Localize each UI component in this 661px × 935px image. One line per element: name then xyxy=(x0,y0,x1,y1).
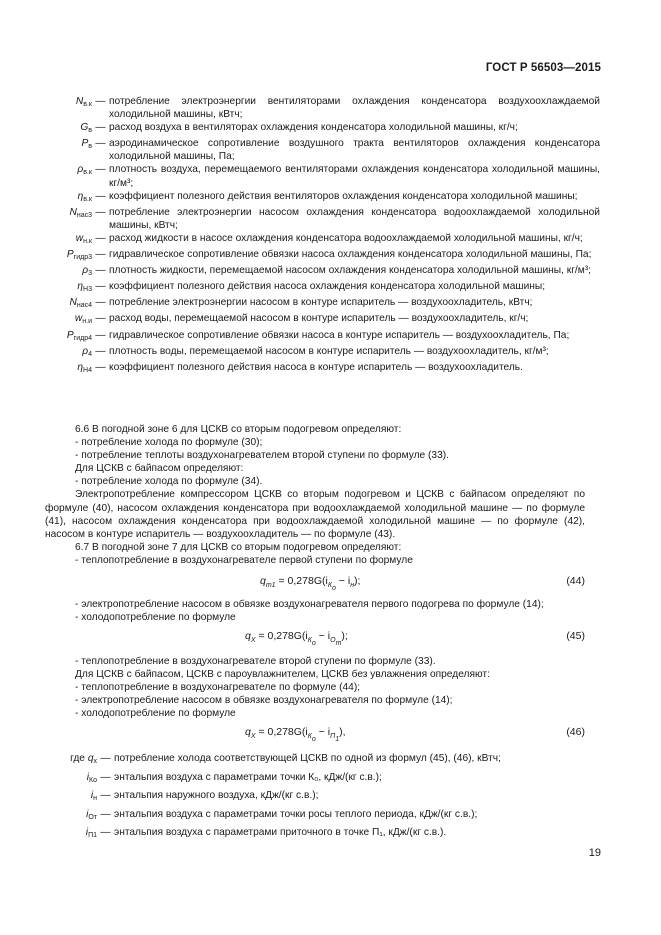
list-item: - потребление теплоты воздухонагревателем второй ступени по формуле (33). xyxy=(75,450,449,462)
where-item xyxy=(45,825,585,844)
definition-symbol: $N_{нас3}$ xyxy=(69,206,92,219)
definition-text: расход воды, перемещаемой насосом в контуре испаритель — воздухоохладитель, кг/ч; xyxy=(109,313,529,325)
where-dash: — xyxy=(100,827,111,838)
definition-item xyxy=(40,190,600,206)
definition-symbol: $N_{нас4}$ xyxy=(69,297,92,310)
definition-symbol: $\rho_4$ xyxy=(82,345,92,358)
definition-item xyxy=(40,361,600,377)
paragraph: Электропотребление компрессором ЦСКВ со вторым подогревом и ЦСКВ с байпасом определяют по формуле (40), насосом охлаждения конденсатора при водоохлаждаемой холодильной машине — по формуле (41), насосом охлаждения конденсатора при водоохлаждаемой холодильной машине — по формуле (42), насосом в контуре испаритель — воздухоохладитель — по формуле (43). xyxy=(45,489,585,540)
definition-dash: — xyxy=(95,249,106,261)
list-item: - электропотребление насосом в обвязке воздухонагревателя по формуле (14); xyxy=(75,695,453,707)
list-item: - потребление холода по формуле (30); xyxy=(75,437,263,449)
definition-symbol: $\rho_3$ xyxy=(82,265,92,278)
definition-symbol: $w_{н.и}$ xyxy=(74,313,92,326)
where-symbol: $i_н$ xyxy=(90,790,97,802)
where-item xyxy=(45,751,585,770)
definition-item xyxy=(40,95,600,121)
definition-dash: — xyxy=(95,345,106,357)
list-item: - потребление холода по формуле (34). xyxy=(75,476,263,488)
where-dash: — xyxy=(100,753,111,764)
formula-46 xyxy=(45,726,585,742)
definition-text: потребление электроэнергии вентиляторами охлаждения конденсатора воздухоохлаждаемой холодильной машины, кВтч; xyxy=(109,96,600,121)
where-text: энтальпия наружного воздуха, кДж/(кг с.в.); xyxy=(114,790,319,801)
where-text: энтальпия воздуха с параметрами точки К₀, кДж/(кг с.в.); xyxy=(114,771,382,783)
formula-number: (44) xyxy=(566,575,585,587)
where-text: энтальпия воздуха с параметрами точки росы теплого периода, кДж/(кг с.в.); xyxy=(114,808,478,820)
definition-dash: — xyxy=(95,361,106,373)
where-text: потребление холода соответствующей ЦСКВ по одной из формул (45), (46), кВтч; xyxy=(114,753,501,764)
where-item xyxy=(45,788,585,807)
definition-dash: — xyxy=(95,313,106,325)
definition-dash: — xyxy=(95,190,106,202)
paragraph: Для ЦСКВ с байпасом, ЦСКВ с пароувлажнителем, ЦСКВ без увлажнения определяют: xyxy=(75,669,490,681)
definition-symbol: $w_{н.к}$ xyxy=(75,232,92,245)
section-6-6 xyxy=(45,423,585,567)
definition-dash: — xyxy=(95,164,106,176)
definition-dash: — xyxy=(95,281,106,293)
definition-dash: — xyxy=(95,96,106,107)
definition-item xyxy=(40,329,600,345)
where-symbol: $i_{Ко}$ xyxy=(86,771,97,784)
where-definitions xyxy=(45,751,585,844)
formula-45 xyxy=(45,630,585,646)
formula-44 xyxy=(45,575,585,591)
definition-text: гидравлическое сопротивление обвязки насоса охлаждения конденсатора холодильной машины, Па; xyxy=(109,249,592,261)
definition-text: потребление электроэнергии насосом в контуре испаритель — воздухоохладитель, кВтч; xyxy=(109,297,533,309)
paragraph: 6.7 В погодной зоне 7 для ЦСКВ со вторым подогревом определяют: xyxy=(75,541,402,553)
where-dash: — xyxy=(100,790,111,801)
where-dash: — xyxy=(100,771,111,783)
where-symbol: $i_{П1}$ xyxy=(85,827,97,839)
list-item: - электропотребление насосом в обвязке воздухонагревателя первого подогрева по формуле (14); xyxy=(75,599,544,610)
where-item xyxy=(45,807,585,826)
where-dash: — xyxy=(100,808,111,820)
list-item: - теплопотребление в воздухонагревателе по формуле (44); xyxy=(75,682,361,694)
formula-expression: $q_X = 0,278G(i_{К_о} - i_{П_1})$, xyxy=(245,726,346,743)
definition-text: расход жидкости в насосе охлаждения конденсатора водоохлаждаемой холодильной машины, кг/ч; xyxy=(109,232,583,244)
definition-dash: — xyxy=(95,206,106,218)
where-item xyxy=(45,770,585,789)
definition-dash: — xyxy=(95,265,106,277)
definition-symbol: $P_в$ xyxy=(81,138,92,151)
definition-symbol: $\eta_{Н3}$ xyxy=(77,281,92,294)
definitions-list xyxy=(40,95,600,377)
paragraph: 6.6 В погодной зоне 6 для ЦСКВ со вторым подогревом определяют: xyxy=(75,424,402,435)
definition-text: расход воздуха в вентиляторах охлаждения конденсатора холодильной машины, кг/ч; xyxy=(109,122,518,134)
definition-item xyxy=(40,280,600,296)
formula-expression: $q_X = 0,278G(i_{К_о} - i_{О_т})$; xyxy=(245,630,348,647)
where-prefix: где xyxy=(70,753,85,764)
definition-dash: — xyxy=(95,329,106,341)
definition-symbol: $P_{гидр3}$ xyxy=(66,249,92,262)
where-text: энтальпия воздуха с параметрами приточного в точке П₁, кДж/(кг с.в.). xyxy=(114,827,447,838)
where-symbol: $i_{От}$ xyxy=(86,808,97,821)
definition-item xyxy=(40,163,600,189)
definition-text: плотность воздуха, перемещаемого вентиляторами охлаждения конденсатора холодильной машины, кг/м³; xyxy=(109,164,600,189)
definition-text: коэффициент полезного действия насоса в контуре испаритель — воздухоохладитель. xyxy=(109,361,523,373)
definition-dash: — xyxy=(95,297,106,309)
definition-item xyxy=(40,248,600,264)
list-item: - теплопотребление в воздухонагревателе первой ступени по формуле xyxy=(75,554,413,566)
list-item: - холодопотребление по формуле xyxy=(75,612,236,624)
definition-symbol: $\rho_{в.к}$ xyxy=(77,164,92,177)
definition-symbol: $N_{в.к}$ xyxy=(75,96,92,108)
definition-item xyxy=(40,264,600,280)
page-number: 19 xyxy=(588,847,601,859)
definition-item xyxy=(40,296,600,312)
where-symbol: где $q_х$ xyxy=(70,753,97,765)
definition-symbol: $G_в$ xyxy=(80,122,92,135)
formula-number: (45) xyxy=(566,630,585,642)
definition-item xyxy=(40,232,600,248)
definition-text: аэродинамическое сопротивление воздушного тракта вентиляторов охлаждения конденсатора холодильной машины, Па; xyxy=(109,138,600,163)
formula-expression: $q_{т1} = 0,278G(i_{К_о} - i_н)$; xyxy=(260,575,361,592)
definition-text: коэффициент полезного действия вентиляторов охлаждения конденсатора холодильной машины; xyxy=(109,190,578,202)
definition-text: гидравлическое сопротивление обвязки насоса в контуре испаритель — воздухоохладитель, Па; xyxy=(109,329,570,341)
definition-dash: — xyxy=(95,138,106,150)
definition-item xyxy=(40,137,600,163)
definition-symbol: $\eta_{в.к}$ xyxy=(77,190,92,203)
section-6-7-a xyxy=(45,598,585,624)
definition-text: плотность жидкости, перемещаемой насосом охлаждения конденсатора холодильной машины, кг/м³; xyxy=(109,265,591,277)
paragraph: Для ЦСКВ с байпасом определяют: xyxy=(75,463,244,475)
section-6-7-b xyxy=(45,655,585,720)
definition-text: потребление электроэнергии насосом охлаждения конденсатора водоохлаждаемой холодильной машины, кВтч; xyxy=(109,206,600,231)
definition-text: плотность воды, перемещаемой насосом в контуре испаритель — воздухоохладитель, кг/м³; xyxy=(109,345,549,357)
definition-item xyxy=(40,206,600,232)
list-item: - теплопотребление в воздухонагревателе второй ступени по формуле (33). xyxy=(75,656,436,667)
definition-item xyxy=(40,121,600,137)
definition-dash: — xyxy=(95,122,106,134)
definition-text: коэффициент полезного действия насоса охлаждения конденсатора холодильной машины; xyxy=(109,281,546,293)
definition-item xyxy=(40,345,600,361)
definition-symbol: $P_{гидр4}$ xyxy=(66,329,92,342)
definition-dash: — xyxy=(95,232,106,244)
definition-symbol: $\eta_{Н4}$ xyxy=(77,361,92,374)
formula-number: (46) xyxy=(566,726,585,738)
definition-item xyxy=(40,312,600,328)
list-item: - холодопотребление по формуле xyxy=(75,708,236,720)
standard-header: ГОСТ Р 56503—2015 xyxy=(485,62,601,74)
